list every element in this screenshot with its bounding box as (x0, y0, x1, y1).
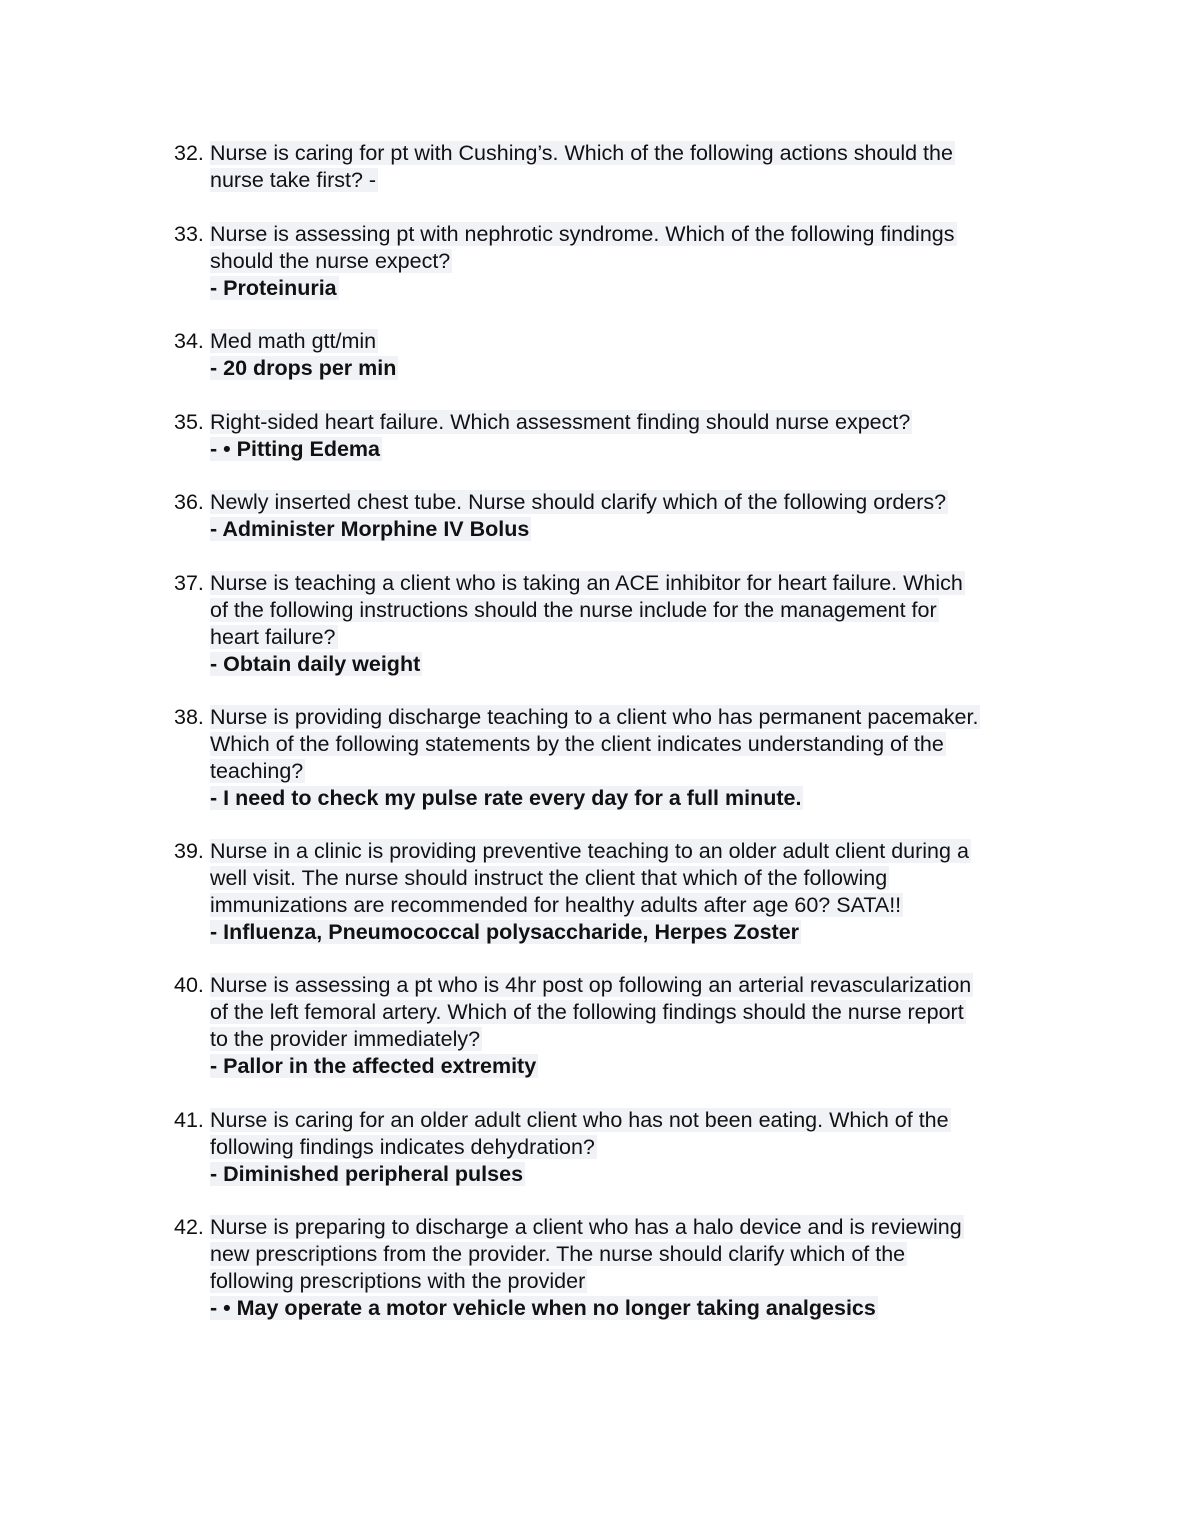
question-text-line: Med math gtt/min (210, 329, 377, 353)
question-text-line: Nurse is teaching a client who is taking an ACE inhibitor for heart failure. Which (210, 571, 963, 595)
question-text-line: well visit. The nurse should instruct the client that which of the following (210, 866, 888, 890)
question-text-line: following prescriptions with the provider (210, 1269, 586, 1293)
question-text-line: Right-sided heart failure. Which assessment finding should nurse expect? (210, 410, 911, 434)
question-item (174, 409, 1054, 463)
question-text-line: should the nurse expect? (210, 249, 451, 273)
answer-text: - I need to check my pulse rate every day for a full minute. (210, 786, 802, 810)
answer-text: - Administer Morphine IV Bolus (210, 517, 530, 541)
question-text-line: Nurse in a clinic is providing preventive teaching to an older adult client during a (210, 839, 969, 863)
question-item (174, 1107, 1054, 1188)
question-body (210, 489, 1054, 543)
question-text-line: new prescriptions from the provider. The nurse should clarify which of the (210, 1242, 906, 1266)
question-text-line: Which of the following statements by the client indicates understanding of the (210, 732, 944, 756)
question-text-line: Nurse is preparing to discharge a client who has a halo device and is reviewing (210, 1215, 962, 1239)
question-item (174, 221, 1054, 302)
question-body (210, 221, 1054, 302)
question-body (210, 570, 1054, 678)
question-text-line: Nurse is caring for pt with Cushing’s. Which of the following actions should the (210, 141, 953, 165)
question-text-line: Nurse is assessing a pt who is 4hr post op following an arterial revascularization (210, 973, 972, 997)
question-number: 33. (174, 222, 204, 246)
question-item (174, 1214, 1054, 1322)
answer-text: - • Pitting Edema (210, 437, 380, 461)
answer-text: - Influenza, Pneumococcal polysaccharide, Herpes Zoster (210, 920, 800, 944)
question-text-line: to the provider immediately? (210, 1027, 481, 1051)
question-number: 38. (174, 705, 204, 729)
answer-text: - Diminished peripheral pulses (210, 1162, 524, 1186)
question-number: 41. (174, 1108, 204, 1132)
question-item (174, 489, 1054, 543)
question-text-line: following findings indicates dehydration? (210, 1135, 595, 1159)
question-text-line: Nurse is providing discharge teaching to a client who has permanent pacemaker. (210, 705, 979, 729)
question-body (210, 1107, 1054, 1188)
question-text-line: heart failure? (210, 625, 336, 649)
question-number: 34. (174, 329, 204, 353)
question-number: 32. (174, 141, 204, 165)
question-number: 37. (174, 571, 204, 595)
question-text-line: of the left femoral artery. Which of the following findings should the nurse report (210, 1000, 964, 1024)
question-body (210, 838, 1054, 946)
question-item (174, 838, 1054, 946)
question-number: 35. (174, 410, 204, 434)
answer-text: - • May operate a motor vehicle when no longer taking analgesics (210, 1296, 876, 1320)
question-text-line: Newly inserted chest tube. Nurse should clarify which of the following orders? (210, 490, 947, 514)
question-body (210, 328, 1054, 382)
question-body (210, 1214, 1054, 1322)
question-item (174, 704, 1054, 812)
question-text-line: nurse take first? - (210, 168, 377, 192)
question-item (174, 140, 1054, 194)
question-number: 42. (174, 1215, 204, 1239)
question-body (210, 409, 1054, 463)
question-text-line: immunizations are recommended for healthy adults after age 60? SATA!! (210, 893, 902, 917)
question-number: 39. (174, 839, 204, 863)
question-item (174, 328, 1054, 382)
answer-text: - Proteinuria (210, 276, 337, 300)
question-text-line: teaching? (210, 759, 304, 783)
answer-text: - 20 drops per min (210, 356, 397, 380)
answer-text: - Obtain daily weight (210, 652, 421, 676)
question-body (210, 140, 1054, 194)
question-text-line: Nurse is assessing pt with nephrotic syndrome. Which of the following findings (210, 222, 955, 246)
question-body (210, 704, 1054, 812)
answer-text: - Pallor in the affected extremity (210, 1054, 537, 1078)
question-item (174, 972, 1054, 1080)
question-text-line: of the following instructions should the nurse include for the management for (210, 598, 937, 622)
question-number: 36. (174, 490, 204, 514)
question-body (210, 972, 1054, 1080)
question-number: 40. (174, 973, 204, 997)
question-text-line: Nurse is caring for an older adult client who has not been eating. Which of the (210, 1108, 949, 1132)
question-item (174, 570, 1054, 678)
